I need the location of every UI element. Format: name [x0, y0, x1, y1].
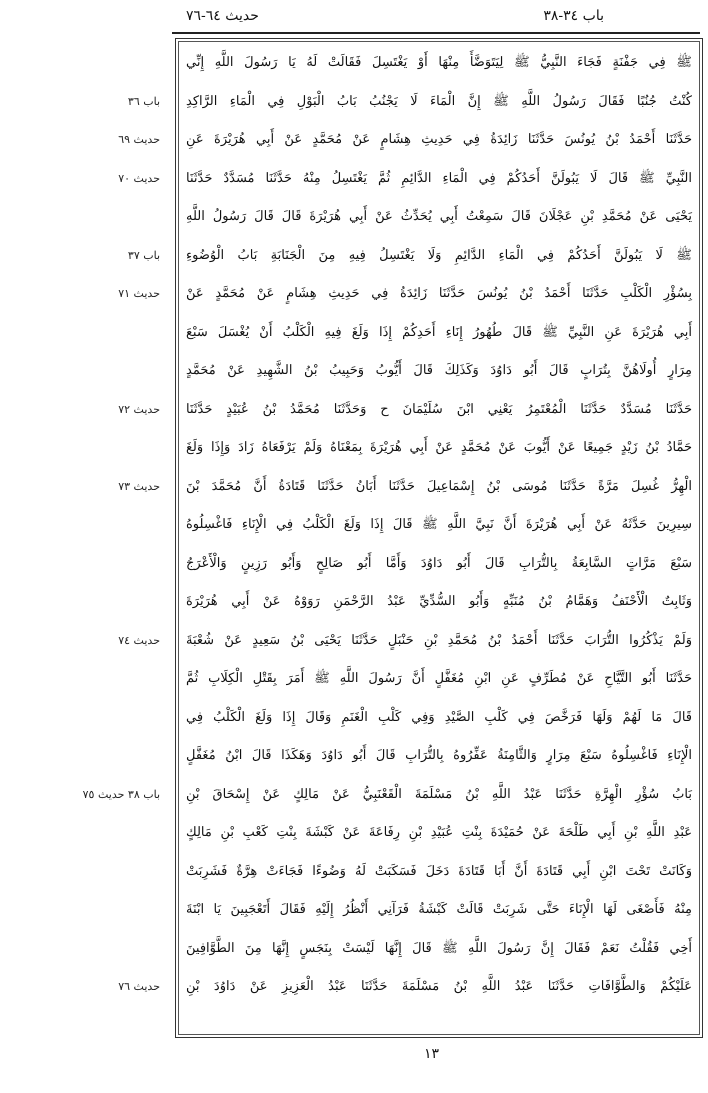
margin-note: حديث ٧٤	[118, 633, 160, 647]
text-line: مِنْهُ فَأَصْغَى لَهَا الْإِنَاءَ حَتَّى شَرِبَتْ قَالَتْ كَبْشَةُ فَرَآنِي أَنْظُرُ إِلَيْهِ فَقَالَ أَتَعْجَبِينَ يَا ابْنَةَ	[186, 902, 692, 917]
text-line: يَحْيَى عَنْ مُحَمَّدِ بْنِ عَجْلَانَ قَالَ سَمِعْتُ أَبِي يُحَدِّثُ عَنْ أَبِي هُرَيْرَةَ قَالَ قَالَ رَسُولُ اللَّهِ	[186, 209, 692, 224]
text-line: بَابُ سُؤْرِ الْهِرَّةِ حَدَّثَنَا عَبْدُ اللَّهِ بْنُ مَسْلَمَةَ الْقَعْنَبِيُّ عَنْ مَالِكٍ عَنْ إِسْحَاقَ بْنِ	[186, 786, 692, 802]
margin-note: حديث ٧٢	[118, 402, 160, 416]
text-line: قَالَ مَا لَهُمْ وَلَهَا فَرَخَّصَ فِي كَلْبِ الصَّيْدِ وَفِي كَلْبِ الْغَنَمِ وَقَالَ إِذَا وَلَغَ الْكَلْبُ فِي	[186, 709, 692, 725]
text-line: بِسُؤْرِ الْكَلْبِ حَدَّثَنَا أَحْمَدُ بْنُ يُونُسَ حَدَّثَنَا زَائِدَةُ فِي حَدِيثِ هِشَامٍ عَنْ مُحَمَّدٍ عَنْ	[186, 286, 692, 301]
text-line: أَبِي هُرَيْرَةَ عَنِ النَّبِيِّ ﷺ قَالَ طُهُورُ إِنَاءِ أَحَدِكُمْ إِذَا وَلَغَ فِيهِ الْكَلْبُ أَنْ يُغْسَلَ سَبْعَ	[186, 324, 692, 340]
running-header-chapter: باب ٣٤-٣٨	[543, 8, 604, 24]
margin-note: حديث ٧٣	[118, 479, 160, 493]
margin-note: حديث ٦٩	[118, 133, 160, 146]
text-line: حَمَّادُ بْنُ زَيْدٍ جَمِيعًا عَنْ أَيُّوبَ عَنْ مُحَمَّدٍ عَنْ أَبِي هُرَيْرَةَ بِمَعْنَاهُ وَلَمْ يَرْفَعَاهُ زَادَ وَإِذَا وَلَغَ	[186, 440, 692, 455]
text-line: النَّبِيِّ ﷺ قَالَ لَا يَبُولَنَّ أَحَدُكُمْ فِي الْمَاءِ الدَّائِمِ ثُمَّ يَغْتَسِلُ مِنْهُ حَدَّثَنَا مُسَدَّدٌ حَدَّثَنَا	[186, 170, 692, 186]
margin-note: حديث ٧٦	[118, 980, 160, 993]
text-line: ﷺ لَا يَبُولَنَّ أَحَدُكُمْ فِي الْمَاءِ الدَّائِمِ وَلَا يَغْتَسِلُ فِيهِ مِنَ الْجَنَابَةِ بَابُ الْوُضُوءِ	[186, 247, 692, 263]
text-line: وَكَانَتْ تَحْتَ ابْنِ أَبِي قَتَادَةَ أَنَّ أَبَا قَتَادَةَ دَخَلَ فَسَكَبَتْ لَهُ وَضُوءًا فَجَاءَتْ هِرَّةٌ فَشَرِبَتْ	[186, 863, 692, 879]
text-line: عَلَيْكُمْ وَالطَّوَّافَاتِ حَدَّثَنَا عَبْدُ اللَّهِ بْنُ مَسْلَمَةَ حَدَّثَنَا عَبْدُ الْعَزِيزِ عَنْ دَاوُدَ بْنِ	[186, 979, 692, 994]
text-line: وَثَابِتٌ الْأَحْنَفُ وَهَمَّامُ بْنُ مُنَبِّهٍ وَأَبُو السُّدِّيِّ عَبْدُ الرَّحْمَنِ رَوَوْهُ عَنْ أَبِي هُرَيْرَةَ	[186, 594, 692, 609]
text-line: عَبْدِ اللَّهِ بْنِ أَبِي طَلْحَةَ عَنْ حُمَيْدَةَ بِنْتِ عُبَيْدِ بْنِ رِفَاعَةَ عَنْ كَبْشَةَ بِنْتِ كَعْبِ بْنِ مَالِكٍ	[186, 825, 692, 840]
text-line: حَدَّثَنَا أَبُو التَّيَّاحِ عَنْ مُطَرِّفٍ عَنِ ابْنِ مُغَفَّلٍ أَنَّ رَسُولَ اللَّهِ ﷺ أَمَرَ بِقَتْلِ الْكِلَابِ ثُمَّ	[186, 671, 692, 686]
margin-note: حديث ٧٠	[118, 171, 160, 185]
main-text-block	[178, 44, 700, 1007]
text-line: مِرَارٍ أُولَاهُنَّ بِتُرَابٍ قَالَ أَبُو دَاوُدَ وَكَذَلِكَ قَالَ أَيُّوبُ وَحَبِيبُ بْنُ الشَّهِيدِ عَنْ مُحَمَّدٍ	[186, 363, 692, 378]
text-line: سِيرِينَ حَدَّثَهُ عَنْ أَبِي هُرَيْرَةَ أَنَّ نَبِيَّ اللَّهِ ﷺ قَالَ إِذَا وَلَغَ الْكَلْبُ فِي الْإِنَاءِ فَاغْسِلُوهُ	[186, 517, 692, 532]
header-rule	[172, 32, 700, 34]
text-line: وَلَمْ يَذْكُرُوا التُّرَابَ حَدَّثَنَا أَحْمَدُ بْنُ مُحَمَّدِ بْنِ حَنْبَلٍ حَدَّثَنَا يَحْيَى بْنُ سَعِيدٍ عَنْ شُعْبَةَ	[186, 632, 692, 648]
text-line: الْهِرُّ غُسِلَ مَرَّةً حَدَّثَنَا مُوسَى بْنُ إِسْمَاعِيلَ حَدَّثَنَا أَبَانُ حَدَّثَنَا قَتَادَةُ أَنَّ مُحَمَّدَ بْنَ	[186, 478, 692, 494]
text-line: سَبْعَ مَرَّاتٍ السَّابِعَةُ بِالتُّرَابِ قَالَ أَبُو دَاوُدَ وَأَمَّا أَبُو صَالِحٍ وَأَبُو رَزِينٍ وَالْأَعْرَجُ	[186, 555, 692, 571]
text-line: حَدَّثَنَا أَحْمَدُ بْنُ يُونُسَ حَدَّثَنَا زَائِدَةُ فِي حَدِيثِ هِشَامٍ عَنْ مُحَمَّدٍ عَنْ أَبِي هُرَيْرَةَ عَنِ	[186, 132, 692, 147]
text-line: حَدَّثَنَا مُسَدَّدٌ حَدَّثَنَا الْمُعْتَمِرُ يَعْنِي ابْنَ سُلَيْمَانَ ح وَحَدَّثَنَا مُحَمَّدُ بْنُ عُبَيْدٍ حَدَّثَنَا	[186, 401, 692, 417]
margin-note: باب ٣٧	[127, 248, 160, 262]
margin-note: باب ٣٨ حديث ٧٥	[82, 787, 160, 801]
text-line: أَخِي فَقُلْتُ نَعَمْ فَقَالَ إِنَّ رَسُولَ اللَّهِ ﷺ قَالَ إِنَّهَا لَيْسَتْ بِنَجَسٍ إِنَّهَا مِنَ الطَّوَّافِينَ	[186, 940, 692, 956]
margin-note: باب ٣٦	[127, 94, 160, 108]
text-line: الْإِنَاءِ فَاغْسِلُوهُ سَبْعَ مِرَارٍ وَالثَّامِنَةُ عَفِّرُوهُ بِالتُّرَابِ قَالَ أَبُو دَاوُدَ وَهَكَذَا قَالَ ابْنُ مُغَفَّلٍ	[186, 748, 692, 763]
page-number: ١٣	[424, 1046, 440, 1062]
running-header-hadith: حديث ٦٤-٧٦	[186, 8, 259, 24]
text-line: كُنْتُ جُنُبًا فَقَالَ رَسُولُ اللَّهِ ﷺ إِنَّ الْمَاءَ لَا يَجْنُبُ بَابُ الْبَوْلِ فِي الْمَاءِ الرَّاكِدِ	[186, 93, 692, 109]
text-line: ﷺ فِي جَفْنَةٍ فَجَاءَ النَّبِيُّ ﷺ لِيَتَوَضَّأَ مِنْهَا أَوْ يَغْتَسِلَ فَقَالَتْ لَهُ يَا رَسُولَ اللَّهِ إِنِّي	[186, 55, 692, 70]
margin-note: حديث ٧١	[118, 287, 160, 300]
